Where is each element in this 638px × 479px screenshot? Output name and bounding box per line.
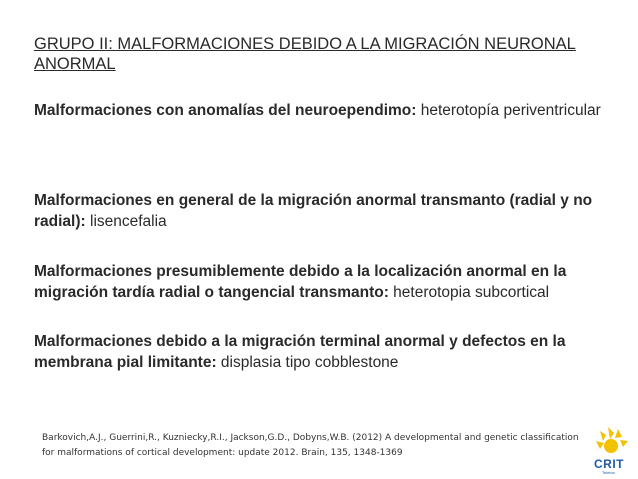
malformation-item-transmantle [34, 190, 604, 232]
item-description: heterotopia subcortical [388, 284, 550, 301]
item-description: displasia tipo cobblestone [216, 354, 399, 371]
crit-logo [590, 425, 634, 477]
item-description: heterotopía periventricular [416, 102, 601, 119]
item-heading: Malformaciones con anomalías del neuroependimo: [34, 102, 417, 119]
item-heading: Malformaciones debido a la migración terminal anormal y defectos en la membrana pial limitante: [34, 333, 566, 371]
item-heading: Malformaciones presumiblemente debido a la localización anormal en la migración tardía radial o tangencial transmanto: [34, 263, 567, 301]
malformation-item-terminal-migration [34, 331, 604, 373]
logo-subtitle: Teletón [602, 470, 615, 475]
item-heading: Malformaciones en general de la migración anormal transmanto (radial y no radial): [34, 192, 593, 230]
crit-logo-icon [590, 425, 634, 459]
item-description: lisencefalia [85, 213, 167, 230]
slide-title: GRUPO II: MALFORMACIONES DEBIDO A LA MIGRACIÓN NEURONAL ANORMAL [34, 35, 576, 73]
malformation-item-neuroependymal [34, 100, 604, 121]
logo-name: CRIT [594, 457, 624, 471]
malformation-item-late-migration [34, 261, 604, 303]
citation-reference: Barkovich,A.J., Guerrini,R., Kuzniecky,R.I., Jackson,G.D., Dobyns,W.B. (2012) A developmental and genetic classification for malformations of cortical development: update 2012. Brain, 135, 1348-1369 [42, 433, 579, 458]
